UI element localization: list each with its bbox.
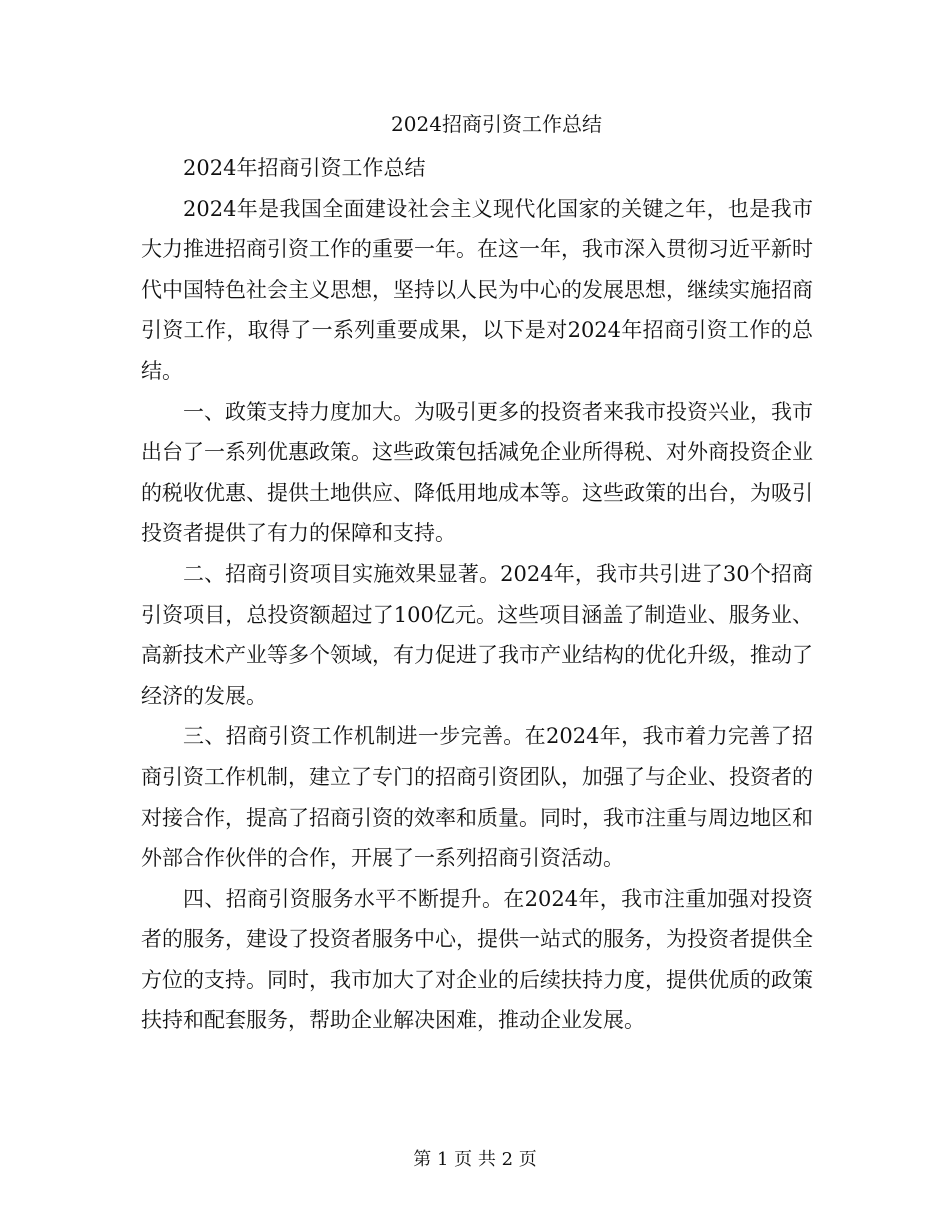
- document-subtitle: 2024年招商引资工作总结: [183, 156, 426, 180]
- paragraph-project-results: 二、招商引资项目实施效果显著。2024年，我市共引进了30个招商引资项目，总投资额超过了100亿元。这些项目涵盖了制造业、服务业、高新技术产业等多个领域，有力促进了我市产业结构的优化升级，推动了经济的发展。: [141, 561, 813, 708]
- document-body: [141, 148, 813, 1041]
- paragraph-service-level: 四、招商引资服务水平不断提升。在2024年，我市注重加强对投资者的服务，建设了投资者服务中心，提供一站式的服务，为投资者提供全方位的支持。同时，我市加大了对企业的后续扶持力度，提供优质的政策扶持和配套服务，帮助企业解决困难，推动企业发展。: [141, 886, 813, 1033]
- document-title: 2024招商引资工作总结: [391, 112, 602, 136]
- paragraph-intro: 2024年是我国全面建设社会主义现代化国家的关键之年，也是我市大力推进招商引资工作的重要一年。在这一年，我市深入贯彻习近平新时代中国特色社会主义思想，坚持以人民为中心的发展思想，继续实施招商引资工作，取得了一系列重要成果，以下是对2024年招商引资工作的总结。: [141, 196, 813, 383]
- page-number-footer: 第 1 页 共 2 页: [413, 1149, 537, 1170]
- paragraph-policy-support: 一、政策支持力度加大。为吸引更多的投资者来我市投资兴业，我市出台了一系列优惠政策。这些政策包括减免企业所得税、对外商投资企业的税收优惠、提供土地供应、降低用地成本等。这些政策的出台，为吸引投资者提供了有力的保障和支持。: [141, 399, 813, 546]
- paragraph-work-mechanism: 三、招商引资工作机制进一步完善。在2024年，我市着力完善了招商引资工作机制，建立了专门的招商引资团队，加强了与企业、投资者的对接合作，提高了招商引资的效率和质量。同时，我市注重与周边地区和外部合作伙伴的合作，开展了一系列招商引资活动。: [141, 724, 813, 871]
